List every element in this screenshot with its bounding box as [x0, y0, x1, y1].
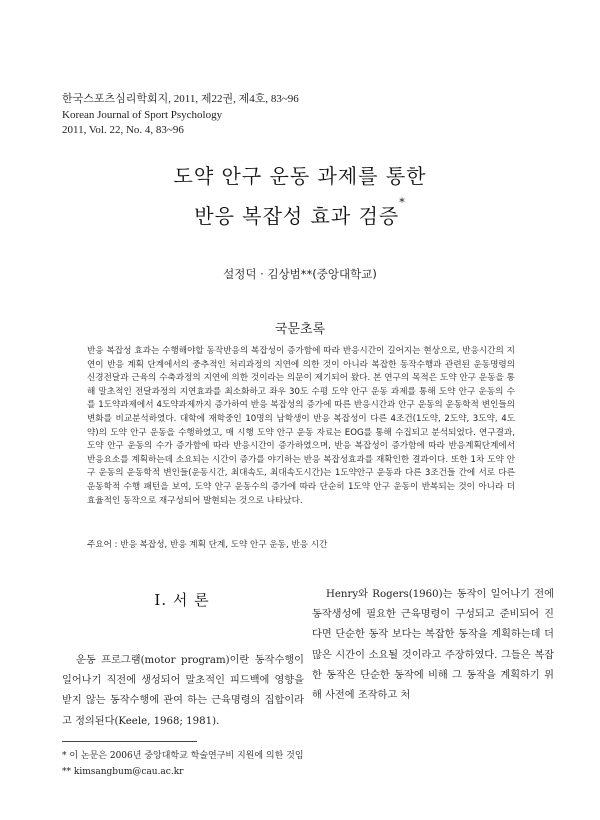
abstract-body: 반응 복잡성 효과는 수행해야할 동작반응의 복잡성이 증가함에 따라 반응시간이 길어지는 현상으로, 반응시간의 지연이 반응 계획 단계에서의 중추적인 처리과정의 지연에 의한 것이 아니라 복잡한 동작수행과 관련된 운동명령의 신경전달과 근육의 수축과정의 지연에 의한 것이라는 의문이 제기되어 왔다. 본 연구의 목적은 도약 안구 운동을 통해 말초적인 전달과정의 지연효과를 최소화하고 좌우 30도 수평 도약 안구 운동 과제를 통해 도약 안구 운동의 수를 1도약과제에서 4도약과제까지 증가하여 반응 복잡성의 증가에 따른 반응시간과 안구 운동의 운동학적 변인들의 변화를 비교분석하였다. 대학에 재학중인 10명의 남학생이 반응 복잡성이 다른 4조건(1도약, 2도약, 3도약, 4도약)의 도약 안구 운동을 수행하였고, 매 시행 도약 안구 운동 자료는 EOG를 통해 수집되고 분석되었다. 연구결과, 도약 안구 운동의 수가 증가함에 따라 반응시간이 증가하였으며, 반응 복잡성이 증가함에 따라 반응계획단계에서 반응요소를 계획하는데 소요되는 시간이 증가를 야기하는 반응 복잡성효과를 재확인한 결과이다. 또한 1차 도약 안구 운동의 운동학적 변인들(운동시간, 최대속도, 최대속도시간)는 1도약안구 운동과 다른 3조건들 간에 서로 다른 운동학적 수행 패턴을 보여, 도약 안구 운동수의 증가에 따라 단순히 1도약 안구 운동이 반복되는 것이 아니라 더 효율적인 동작으로 재구성되어 발현되는 것으로 나타났다. [87, 346, 515, 506]
journal-citation-korean: 한국스포츠심리학회지, 2011, 제22권, 제4호, 83~96 [62, 93, 299, 105]
footnotes [62, 748, 304, 780]
body-text-left-column: 운동 프로그램(motor program)이란 동작수행이 일어나기 직전에 생성되어 말초적인 피드백에 영향을 받지 않는 동작수행에 관여 하는 근육명령의 집합이라고 정의된다(Keele, 1968; 1981). [62, 655, 304, 727]
footnote-funding: * 이 논문은 2006년 중앙대학교 학술연구비 지원에 의한 것임 [62, 751, 304, 761]
paper-title-line-2 [0, 196, 600, 229]
journal-info [62, 92, 299, 139]
journal-name-english: Korean Journal of Sport Psychology [62, 108, 223, 121]
paper-title-text-2: 반응 복잡성 효과 검증 [194, 204, 400, 228]
paper-title-line-1 [0, 160, 600, 189]
journal-citation-english: 2011, Vol. 22, No. 4, 83~96 [62, 124, 184, 136]
paper-title-text-1: 도약 안구 운동 과제를 통한 [173, 164, 427, 188]
author-line: 설정덕 · 김상범**(중앙대학교) [223, 267, 377, 281]
section-heading-introduction: Ⅰ. 서 론 [154, 591, 210, 609]
keywords: 주요어 : 반응 복잡성, 반응 계획 단계, 도약 안구 운동, 반응 시간 [87, 540, 328, 550]
footnote-divider [62, 741, 197, 742]
footnote-email: ** kimsangbum@cau.ac.kr [62, 767, 184, 777]
body-text-right-column: Henry와 Rogers(1960)는 동작이 일어나기 전에 동작생성에 필요한 근육명령이 구성되고 준비되어 진다면 단순한 동작 보다는 복잡한 동작을 계획하는데 더 많은 시간이 소요될 것이라고 주장하였다. 그들은 복잡한 동작은 단순한 동작에 비해 그 동작을 계획하기 위해 사전에 조작하고 처 [312, 589, 554, 702]
abstract-heading: 국문초록 [274, 322, 326, 337]
title-footnote-mark: * [399, 196, 406, 209]
